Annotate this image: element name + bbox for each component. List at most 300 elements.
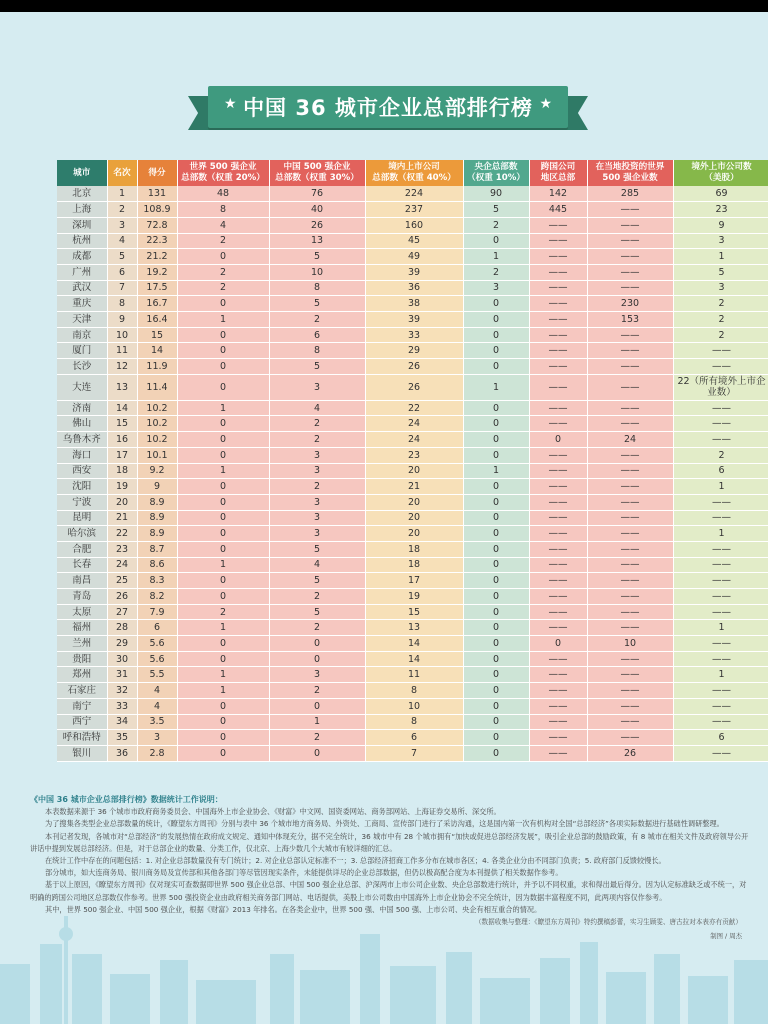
cell-c500: 0 (269, 636, 365, 652)
cell-c500: 6 (269, 327, 365, 343)
cell-mnc: —— (529, 667, 587, 683)
cell-dom: 160 (365, 217, 463, 233)
cell-dom: 8 (365, 714, 463, 730)
cell-ovs: —— (673, 683, 768, 699)
notes-paragraph: 基于以上原因，《瞭望东方周刊》仅对现实可查数据即世界 500 强企业总部、中国 500 强企业总部、沪深两市上市公司企业数、央企总部数进行统计，并予以不同权重，求和得出最后得分。因为认定标准缺乏或不统一，对明确的跨国公司地区总部数仅作参考。世界 500 强投资企业由政府相关商务部门网站、电话提供，美股上市公司数由中国海外上市企业协会不完全统计，因为数据丰富程度不同，此两项内容仅作参考。 (30, 880, 747, 902)
cell-inv: 230 (587, 296, 673, 312)
cell-ovs: 1 (673, 249, 768, 265)
cell-inv: —— (587, 573, 673, 589)
cell-dom: 7 (365, 745, 463, 761)
cell-c500: 2 (269, 620, 365, 636)
cell-ovs: 69 (673, 186, 768, 202)
cell-rank: 4 (107, 233, 137, 249)
cell-c500: 2 (269, 683, 365, 699)
cell-dom: 17 (365, 573, 463, 589)
cell-c500: 1 (269, 714, 365, 730)
notes-design-credit: 制图 / 周杰 (710, 932, 742, 941)
cell-inv: —— (587, 463, 673, 479)
cell-w500: 1 (177, 683, 269, 699)
cell-mnc: —— (529, 463, 587, 479)
cell-inv: —— (587, 280, 673, 296)
cell-city: 天津 (57, 312, 107, 328)
cell-inv: —— (587, 327, 673, 343)
cell-c500: 3 (269, 526, 365, 542)
cell-inv: —— (587, 374, 673, 400)
table-row (57, 604, 768, 620)
cell-dom: 224 (365, 186, 463, 202)
cell-score: 14 (137, 343, 177, 359)
cell-score: 15 (137, 327, 177, 343)
cell-dom: 49 (365, 249, 463, 265)
cell-rank: 30 (107, 651, 137, 667)
cell-rank: 14 (107, 400, 137, 416)
cell-city: 南宁 (57, 698, 107, 714)
cell-inv: —— (587, 416, 673, 432)
col-header-overseas-listed: 境外上市公司数 （美股） (673, 160, 768, 186)
cell-dom: 237 (365, 202, 463, 218)
cell-inv: —— (587, 479, 673, 495)
cell-c500: 3 (269, 510, 365, 526)
title-banner (188, 82, 588, 138)
cell-ovs: 23 (673, 202, 768, 218)
cell-rank: 7 (107, 280, 137, 296)
cell-ovs: —— (673, 636, 768, 652)
cell-soe: 0 (463, 589, 529, 605)
cell-ovs: 1 (673, 526, 768, 542)
cell-dom: 22 (365, 400, 463, 416)
notes-title: 《中国 36 城市企业总部排行榜》数据统计工作说明： (30, 795, 223, 804)
cell-soe: 0 (463, 698, 529, 714)
cell-dom: 39 (365, 312, 463, 328)
cell-rank: 29 (107, 636, 137, 652)
table-row (57, 479, 768, 495)
cell-ovs: 1 (673, 667, 768, 683)
cell-soe: 0 (463, 400, 529, 416)
cell-dom: 20 (365, 463, 463, 479)
cell-ovs: —— (673, 651, 768, 667)
cell-ovs: 1 (673, 620, 768, 636)
notes-paragraph: 在统计工作中存在的问题包括：1. 对企业总部数量没有专门统计；2. 对企业总部认定标准不一；3. 总部经济招商工作多分布在城市各区；4. 各类企业分由不同部门负责；5. 政府部门反馈较慢长。 (45, 856, 666, 866)
cell-city: 兰州 (57, 636, 107, 652)
cell-score: 16.7 (137, 296, 177, 312)
cell-inv: —— (587, 343, 673, 359)
table-row (57, 432, 768, 448)
table-row (57, 202, 768, 218)
cell-soe: 0 (463, 573, 529, 589)
cell-ovs: —— (673, 343, 768, 359)
cell-score: 8.3 (137, 573, 177, 589)
cell-inv: —— (587, 541, 673, 557)
cell-rank: 35 (107, 730, 137, 746)
cell-inv: —— (587, 730, 673, 746)
cell-soe: 0 (463, 557, 529, 573)
cell-w500: 0 (177, 296, 269, 312)
cell-score: 11.9 (137, 359, 177, 375)
cell-score: 10.2 (137, 432, 177, 448)
cell-mnc: —— (529, 730, 587, 746)
cell-rank: 34 (107, 714, 137, 730)
cell-rank: 28 (107, 620, 137, 636)
cell-soe: 0 (463, 745, 529, 761)
cell-ovs: —— (673, 604, 768, 620)
cell-ovs: 3 (673, 233, 768, 249)
star-icon: ★ (539, 96, 552, 112)
cell-score: 17.5 (137, 280, 177, 296)
cell-mnc: —— (529, 573, 587, 589)
cell-rank: 19 (107, 479, 137, 495)
cell-dom: 6 (365, 730, 463, 746)
cell-mnc: —— (529, 374, 587, 400)
cell-rank: 25 (107, 573, 137, 589)
table-row (57, 343, 768, 359)
cell-mnc: —— (529, 526, 587, 542)
cell-rank: 5 (107, 249, 137, 265)
cell-score: 8.9 (137, 526, 177, 542)
cell-w500: 0 (177, 343, 269, 359)
cell-city: 重庆 (57, 296, 107, 312)
cell-dom: 14 (365, 651, 463, 667)
cell-w500: 0 (177, 541, 269, 557)
cell-dom: 8 (365, 683, 463, 699)
cell-inv: 10 (587, 636, 673, 652)
table-row (57, 541, 768, 557)
cell-city: 福州 (57, 620, 107, 636)
cell-city: 合肥 (57, 541, 107, 557)
cell-rank: 23 (107, 541, 137, 557)
cell-w500: 0 (177, 374, 269, 400)
cell-mnc: —— (529, 589, 587, 605)
cell-inv: —— (587, 698, 673, 714)
cell-mnc: —— (529, 264, 587, 280)
cell-inv: —— (587, 447, 673, 463)
cell-c500: 8 (269, 280, 365, 296)
cell-rank: 27 (107, 604, 137, 620)
cell-ovs: 2 (673, 312, 768, 328)
cell-soe: 0 (463, 296, 529, 312)
cell-score: 9.2 (137, 463, 177, 479)
cell-w500: 2 (177, 280, 269, 296)
cell-mnc: —— (529, 683, 587, 699)
table-row (57, 510, 768, 526)
cell-ovs: —— (673, 416, 768, 432)
cell-inv: —— (587, 264, 673, 280)
cell-ovs: —— (673, 745, 768, 761)
cell-dom: 18 (365, 557, 463, 573)
cell-ovs: 9 (673, 217, 768, 233)
cell-score: 4 (137, 698, 177, 714)
cell-city: 沈阳 (57, 479, 107, 495)
cell-score: 8.9 (137, 510, 177, 526)
cell-mnc: —— (529, 651, 587, 667)
cell-mnc: —— (529, 217, 587, 233)
cell-w500: 1 (177, 463, 269, 479)
table-row (57, 400, 768, 416)
cell-w500: 0 (177, 479, 269, 495)
cell-c500: 2 (269, 312, 365, 328)
cell-rank: 17 (107, 447, 137, 463)
cell-city: 杭州 (57, 233, 107, 249)
cell-mnc: —— (529, 400, 587, 416)
cell-mnc: 142 (529, 186, 587, 202)
table-row (57, 651, 768, 667)
cell-soe: 0 (463, 714, 529, 730)
cell-c500: 0 (269, 745, 365, 761)
cell-city: 深圳 (57, 217, 107, 233)
cell-w500: 0 (177, 447, 269, 463)
cell-score: 2.8 (137, 745, 177, 761)
cell-dom: 10 (365, 698, 463, 714)
cell-mnc: —— (529, 620, 587, 636)
cell-soe: 0 (463, 233, 529, 249)
cell-score: 10.2 (137, 416, 177, 432)
cell-mnc: 0 (529, 636, 587, 652)
cell-score: 8.9 (137, 494, 177, 510)
cell-dom: 18 (365, 541, 463, 557)
cell-dom: 14 (365, 636, 463, 652)
cell-mnc: —— (529, 479, 587, 495)
notes-credit: （数据收集与整理：《瞭望东方周刊》特约撰稿彭蕾，实习生顾雯、唐古拉对本表亦有贡献） (474, 918, 742, 927)
star-icon: ★ (224, 96, 237, 112)
cell-soe: 0 (463, 343, 529, 359)
notes-paragraph: 其中，世界 500 强企业、中国 500 强企业，根据《财富》2013 年排名。在各类企业中，世界 500 强、中国 500 强、上市公司、央企有相互重合的情况。 (45, 904, 542, 914)
cell-soe: 0 (463, 541, 529, 557)
cell-score: 3.5 (137, 714, 177, 730)
cell-rank: 33 (107, 698, 137, 714)
cell-dom: 45 (365, 233, 463, 249)
cell-rank: 10 (107, 327, 137, 343)
table-row (57, 233, 768, 249)
cell-city: 北京 (57, 186, 107, 202)
cell-score: 16.4 (137, 312, 177, 328)
cell-ovs: 2 (673, 296, 768, 312)
cell-ovs: —— (673, 359, 768, 375)
cell-w500: 48 (177, 186, 269, 202)
cell-w500: 8 (177, 202, 269, 218)
cell-w500: 4 (177, 217, 269, 233)
cell-ovs: —— (673, 494, 768, 510)
cell-rank: 32 (107, 683, 137, 699)
cell-rank: 31 (107, 667, 137, 683)
cell-c500: 5 (269, 296, 365, 312)
cell-score: 10.2 (137, 400, 177, 416)
cell-soe: 0 (463, 667, 529, 683)
cell-city: 昆明 (57, 510, 107, 526)
cell-c500: 0 (269, 698, 365, 714)
cell-inv: —— (587, 683, 673, 699)
table-row (57, 636, 768, 652)
cell-dom: 24 (365, 432, 463, 448)
cell-w500: 0 (177, 573, 269, 589)
table-row (57, 447, 768, 463)
cell-w500: 0 (177, 494, 269, 510)
cell-rank: 22 (107, 526, 137, 542)
cell-inv: —— (587, 249, 673, 265)
page-title: 中国 36 城市企业总部排行榜 (243, 96, 533, 120)
cell-soe: 0 (463, 730, 529, 746)
table-row (57, 463, 768, 479)
cell-w500: 2 (177, 264, 269, 280)
cell-inv: —— (587, 589, 673, 605)
cell-city: 佛山 (57, 416, 107, 432)
cell-soe: 0 (463, 636, 529, 652)
cell-w500: 2 (177, 604, 269, 620)
cell-mnc: —— (529, 604, 587, 620)
table-row (57, 312, 768, 328)
cell-c500: 5 (269, 573, 365, 589)
cell-dom: 38 (365, 296, 463, 312)
cell-ovs: —— (673, 698, 768, 714)
table-row (57, 249, 768, 265)
cell-inv: —— (587, 400, 673, 416)
table-row (57, 589, 768, 605)
cell-soe: 0 (463, 432, 529, 448)
cell-w500: 1 (177, 557, 269, 573)
cell-city: 广州 (57, 264, 107, 280)
col-header-world500: 世界 500 强企业 总部数（权重 20%） (177, 160, 269, 186)
cell-inv: —— (587, 217, 673, 233)
cell-score: 5.5 (137, 667, 177, 683)
cell-soe: 0 (463, 651, 529, 667)
col-header-soe: 央企总部数 （权重 10%） (463, 160, 529, 186)
col-header-mnc-regional: 跨国公司 地区总部 (529, 160, 587, 186)
cell-w500: 0 (177, 510, 269, 526)
cell-rank: 18 (107, 463, 137, 479)
cell-ovs: —— (673, 432, 768, 448)
cell-w500: 0 (177, 359, 269, 375)
cell-score: 3 (137, 730, 177, 746)
cell-dom: 33 (365, 327, 463, 343)
cell-city: 郑州 (57, 667, 107, 683)
cell-mnc: —— (529, 280, 587, 296)
cell-mnc: —— (529, 249, 587, 265)
cell-city: 西安 (57, 463, 107, 479)
cell-mnc: —— (529, 541, 587, 557)
notes-paragraph: 部分城市，如大连商务局、银川商务局及宣传部和其他各部门等尽管因现实条件，未能提供详尽的企业总部数据，但仍以极高配合度为本刊提供了相关数据作参考。 (45, 868, 563, 878)
cell-soe: 1 (463, 249, 529, 265)
cell-w500: 0 (177, 698, 269, 714)
cell-city: 石家庄 (57, 683, 107, 699)
cell-rank: 12 (107, 359, 137, 375)
cell-w500: 1 (177, 400, 269, 416)
table-row (57, 667, 768, 683)
cell-inv: 26 (587, 745, 673, 761)
cell-soe: 3 (463, 280, 529, 296)
cell-city: 武汉 (57, 280, 107, 296)
col-header-rank: 名次 (107, 160, 137, 186)
cell-ovs: 22（所有境外上市企业数） (673, 374, 768, 400)
cell-ovs: 5 (673, 264, 768, 280)
cell-rank: 2 (107, 202, 137, 218)
cell-dom: 19 (365, 589, 463, 605)
cell-score: 72.8 (137, 217, 177, 233)
cell-dom: 23 (365, 447, 463, 463)
cell-rank: 21 (107, 510, 137, 526)
cell-c500: 8 (269, 343, 365, 359)
cell-c500: 76 (269, 186, 365, 202)
cell-c500: 5 (269, 359, 365, 375)
cell-w500: 0 (177, 714, 269, 730)
ranking-table (57, 160, 768, 762)
cell-inv: —— (587, 526, 673, 542)
cell-soe: 0 (463, 327, 529, 343)
cell-w500: 0 (177, 416, 269, 432)
notes-paragraph: 为了搜集各类型企业总部数量的统计，《瞭望东方周刊》分别与表中 36 个城市地方商务局、外资处、工商局、宣传部门进行了采访沟通，这是国内第一次有机构对全国“总部经济”各项实际数据进行基础性调研整理。 (45, 819, 724, 829)
cell-score: 11.4 (137, 374, 177, 400)
cell-mnc: —— (529, 557, 587, 573)
table-row (57, 683, 768, 699)
col-header-domestic-listed: 境内上市公司 总部数（权重 40%） (365, 160, 463, 186)
page (0, 12, 768, 1024)
cell-c500: 10 (269, 264, 365, 280)
cell-city: 贵阳 (57, 651, 107, 667)
cell-rank: 1 (107, 186, 137, 202)
cell-score: 10.1 (137, 447, 177, 463)
cell-soe: 0 (463, 683, 529, 699)
cell-w500: 0 (177, 432, 269, 448)
cell-c500: 5 (269, 541, 365, 557)
cell-city: 长沙 (57, 359, 107, 375)
cell-soe: 0 (463, 526, 529, 542)
cell-score: 8.6 (137, 557, 177, 573)
cell-score: 5.6 (137, 651, 177, 667)
cell-rank: 16 (107, 432, 137, 448)
table-row (57, 526, 768, 542)
cell-c500: 3 (269, 447, 365, 463)
cell-ovs: —— (673, 400, 768, 416)
table-row (57, 730, 768, 746)
table-row (57, 557, 768, 573)
cell-rank: 9 (107, 312, 137, 328)
cell-ovs: —— (673, 589, 768, 605)
table-row (57, 217, 768, 233)
cell-soe: 2 (463, 217, 529, 233)
methodology-notes (30, 794, 752, 942)
cell-ovs: —— (673, 510, 768, 526)
col-header-invested-world500: 在当地投资的世界 500 强企业数 (587, 160, 673, 186)
cell-inv: —— (587, 202, 673, 218)
table-row (57, 573, 768, 589)
cell-city: 上海 (57, 202, 107, 218)
cell-rank: 24 (107, 557, 137, 573)
table-row (57, 714, 768, 730)
cell-inv: —— (587, 494, 673, 510)
cell-mnc: —— (529, 745, 587, 761)
cell-mnc: 0 (529, 432, 587, 448)
cell-city: 海口 (57, 447, 107, 463)
cell-rank: 15 (107, 416, 137, 432)
cell-score: 5.6 (137, 636, 177, 652)
cell-ovs: 3 (673, 280, 768, 296)
cell-ovs: 2 (673, 447, 768, 463)
cell-score: 108.9 (137, 202, 177, 218)
cell-score: 7.9 (137, 604, 177, 620)
cell-rank: 11 (107, 343, 137, 359)
cell-rank: 6 (107, 264, 137, 280)
cell-rank: 26 (107, 589, 137, 605)
cell-rank: 20 (107, 494, 137, 510)
cell-dom: 20 (365, 526, 463, 542)
cell-inv: —— (587, 604, 673, 620)
cell-city: 长春 (57, 557, 107, 573)
cell-soe: 90 (463, 186, 529, 202)
cell-c500: 13 (269, 233, 365, 249)
notes-paragraph: 本刊记者发现，各城市对“总部经济”的发展热情在政府成文规定、通知中体现充分，据不完全统计，36 城市中有 28 个城市拥有“加快或促进总部经济发展”，吸引企业总部的鼓励政策，有 8 城市在相关文件及政府领导公开讲话中提到发展总部经济。但是，对于总部企业的数量、分类工作，仅北京、上海少数几个大城市有较详细的汇总。 (30, 831, 749, 853)
cell-soe: 0 (463, 447, 529, 463)
cell-w500: 1 (177, 312, 269, 328)
col-header-china500: 中国 500 强企业 总部数（权重 30%） (269, 160, 365, 186)
cell-city: 哈尔滨 (57, 526, 107, 542)
cell-dom: 29 (365, 343, 463, 359)
